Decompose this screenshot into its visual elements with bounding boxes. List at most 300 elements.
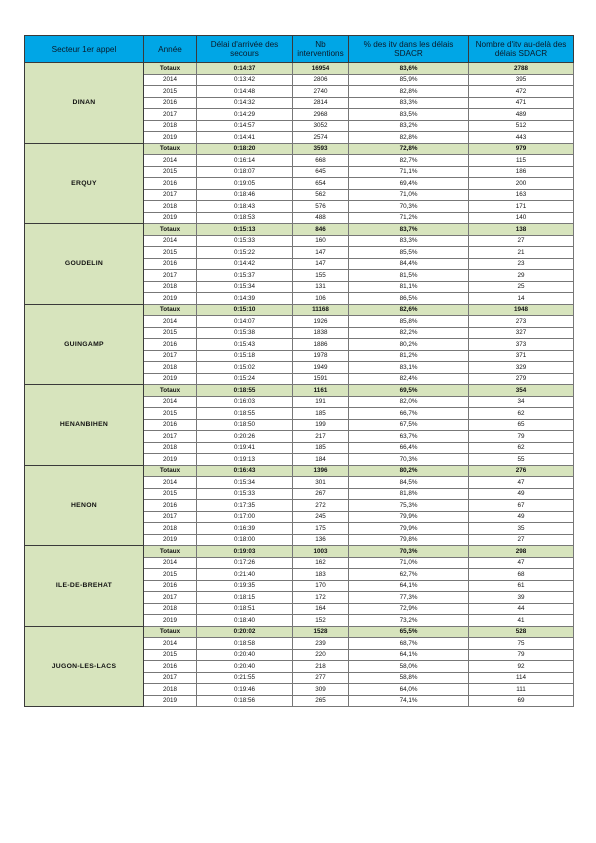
sector-name: GUINGAMP	[25, 304, 144, 385]
annee-cell: 2015	[144, 488, 197, 500]
delai-cell: 0:15:33	[197, 488, 293, 500]
annee-cell: Totaux	[144, 224, 197, 236]
nb-interventions-cell: 1926	[293, 316, 349, 328]
annee-cell: Totaux	[144, 626, 197, 638]
nb-interventions-cell: 645	[293, 166, 349, 178]
totals-row	[25, 626, 574, 638]
pct-cell: 70,3%	[349, 546, 469, 558]
sector-name: HENANBIHEN	[25, 385, 144, 466]
nb-interventions-cell: 131	[293, 281, 349, 293]
nb-interventions-cell: 846	[293, 224, 349, 236]
pct-cell: 81,1%	[349, 281, 469, 293]
pct-cell: 83,1%	[349, 362, 469, 374]
pct-cell: 83,3%	[349, 235, 469, 247]
nb-interventions-cell: 272	[293, 500, 349, 512]
au-dela-cell: 200	[469, 178, 574, 190]
delai-cell: 0:17:35	[197, 500, 293, 512]
au-dela-cell: 279	[469, 373, 574, 385]
pct-cell: 72,9%	[349, 603, 469, 615]
au-dela-cell: 61	[469, 580, 574, 592]
delai-cell: 0:17:26	[197, 557, 293, 569]
nb-interventions-cell: 155	[293, 270, 349, 282]
annee-cell: 2014	[144, 316, 197, 328]
annee-cell: Totaux	[144, 546, 197, 558]
annee-cell: 2014	[144, 74, 197, 86]
delai-cell: 0:18:55	[197, 408, 293, 420]
delai-cell: 0:15:38	[197, 327, 293, 339]
delai-cell: 0:16:43	[197, 465, 293, 477]
pct-cell: 74,1%	[349, 695, 469, 707]
sector-name: ILE-DE-BREHAT	[25, 546, 144, 627]
nb-interventions-cell: 2740	[293, 86, 349, 98]
pct-cell: 58,8%	[349, 672, 469, 684]
pct-cell: 82,0%	[349, 396, 469, 408]
nb-interventions-cell: 265	[293, 695, 349, 707]
nb-interventions-cell: 1838	[293, 327, 349, 339]
totals-row	[25, 465, 574, 477]
sector-name: JUGON-LES-LACS	[25, 626, 144, 707]
au-dela-cell: 471	[469, 97, 574, 109]
au-dela-cell: 27	[469, 235, 574, 247]
pct-cell: 71,1%	[349, 166, 469, 178]
au-dela-cell: 62	[469, 408, 574, 420]
pct-cell: 82,7%	[349, 155, 469, 167]
pct-cell: 85,9%	[349, 74, 469, 86]
nb-interventions-cell: 562	[293, 189, 349, 201]
au-dela-cell: 140	[469, 212, 574, 224]
au-dela-cell: 373	[469, 339, 574, 351]
nb-interventions-cell: 11168	[293, 304, 349, 316]
delai-cell: 0:15:24	[197, 373, 293, 385]
delai-cell: 0:15:43	[197, 339, 293, 351]
delai-cell: 0:18:58	[197, 638, 293, 650]
au-dela-cell: 395	[469, 74, 574, 86]
nb-interventions-cell: 162	[293, 557, 349, 569]
au-dela-cell: 34	[469, 396, 574, 408]
au-dela-cell: 273	[469, 316, 574, 328]
delai-cell: 0:18:07	[197, 166, 293, 178]
annee-cell: 2019	[144, 373, 197, 385]
annee-cell: 2014	[144, 235, 197, 247]
nb-interventions-cell: 185	[293, 408, 349, 420]
nb-interventions-cell: 183	[293, 569, 349, 581]
nb-interventions-cell: 1886	[293, 339, 349, 351]
au-dela-cell: 92	[469, 661, 574, 673]
delai-cell: 0:19:03	[197, 546, 293, 558]
totals-row	[25, 385, 574, 397]
au-dela-cell: 354	[469, 385, 574, 397]
au-dela-cell: 68	[469, 569, 574, 581]
delai-cell: 0:18:51	[197, 603, 293, 615]
delai-cell: 0:16:03	[197, 396, 293, 408]
pct-cell: 82,4%	[349, 373, 469, 385]
nb-interventions-cell: 160	[293, 235, 349, 247]
annee-cell: 2016	[144, 419, 197, 431]
annee-cell: 2014	[144, 477, 197, 489]
annee-cell: 2017	[144, 109, 197, 121]
delai-cell: 0:18:56	[197, 695, 293, 707]
annee-cell: 2014	[144, 638, 197, 650]
delai-cell: 0:21:40	[197, 569, 293, 581]
annee-cell: 2018	[144, 523, 197, 535]
au-dela-cell: 49	[469, 511, 574, 523]
nb-interventions-cell: 185	[293, 442, 349, 454]
annee-cell: 2018	[144, 442, 197, 454]
pct-cell: 71,0%	[349, 557, 469, 569]
pct-cell: 82,8%	[349, 86, 469, 98]
annee-cell: 2016	[144, 500, 197, 512]
nb-interventions-cell: 147	[293, 258, 349, 270]
pct-cell: 82,6%	[349, 304, 469, 316]
au-dela-cell: 512	[469, 120, 574, 132]
pct-cell: 81,5%	[349, 270, 469, 282]
pct-cell: 64,1%	[349, 649, 469, 661]
au-dela-cell: 21	[469, 247, 574, 259]
au-dela-cell: 1948	[469, 304, 574, 316]
au-dela-cell: 298	[469, 546, 574, 558]
header-row	[25, 36, 574, 63]
header-annee: Année	[144, 36, 197, 63]
delai-cell: 0:18:46	[197, 189, 293, 201]
pct-cell: 79,8%	[349, 534, 469, 546]
au-dela-cell: 329	[469, 362, 574, 374]
pct-cell: 72,8%	[349, 143, 469, 155]
nb-interventions-cell: 245	[293, 511, 349, 523]
pct-cell: 75,3%	[349, 500, 469, 512]
au-dela-cell: 489	[469, 109, 574, 121]
delai-cell: 0:15:34	[197, 281, 293, 293]
nb-interventions-cell: 309	[293, 684, 349, 696]
header-secteur: Secteur 1er appel	[25, 36, 144, 63]
delai-cell: 0:16:14	[197, 155, 293, 167]
pct-cell: 79,9%	[349, 511, 469, 523]
nb-interventions-cell: 2806	[293, 74, 349, 86]
delai-cell: 0:20:40	[197, 649, 293, 661]
delai-cell: 0:14:57	[197, 120, 293, 132]
pct-cell: 58,0%	[349, 661, 469, 673]
au-dela-cell: 75	[469, 638, 574, 650]
pct-cell: 83,6%	[349, 63, 469, 75]
nb-interventions-cell: 654	[293, 178, 349, 190]
annee-cell: 2019	[144, 695, 197, 707]
annee-cell: 2017	[144, 270, 197, 282]
au-dela-cell: 55	[469, 454, 574, 466]
pct-cell: 69,5%	[349, 385, 469, 397]
delai-cell: 0:15:18	[197, 350, 293, 362]
pct-cell: 85,8%	[349, 316, 469, 328]
pct-cell: 83,7%	[349, 224, 469, 236]
annee-cell: 2015	[144, 327, 197, 339]
au-dela-cell: 171	[469, 201, 574, 213]
header-nb-interventions: Nb interventions	[293, 36, 349, 63]
annee-cell: Totaux	[144, 63, 197, 75]
nb-interventions-cell: 576	[293, 201, 349, 213]
annee-cell: 2018	[144, 362, 197, 374]
au-dela-cell: 47	[469, 557, 574, 569]
pct-cell: 66,7%	[349, 408, 469, 420]
annee-cell: 2016	[144, 661, 197, 673]
pct-cell: 71,2%	[349, 212, 469, 224]
delai-cell: 0:13:42	[197, 74, 293, 86]
delai-cell: 0:14:42	[197, 258, 293, 270]
delai-cell: 0:16:39	[197, 523, 293, 535]
header-pct-dans-delais: % des itv dans les délais SDACR	[349, 36, 469, 63]
pct-cell: 84,4%	[349, 258, 469, 270]
delai-cell: 0:17:00	[197, 511, 293, 523]
pct-cell: 83,2%	[349, 120, 469, 132]
nb-interventions-cell: 2814	[293, 97, 349, 109]
nb-interventions-cell: 184	[293, 454, 349, 466]
delai-cell: 0:15:37	[197, 270, 293, 282]
delai-cell: 0:14:07	[197, 316, 293, 328]
pct-cell: 77,3%	[349, 592, 469, 604]
au-dela-cell: 29	[469, 270, 574, 282]
delai-cell: 0:14:37	[197, 63, 293, 75]
au-dela-cell: 14	[469, 293, 574, 305]
sector-name: HENON	[25, 465, 144, 546]
header-delai: Délai d'arrivée des secours	[197, 36, 293, 63]
nb-interventions-cell: 191	[293, 396, 349, 408]
nb-interventions-cell: 1591	[293, 373, 349, 385]
pct-cell: 79,9%	[349, 523, 469, 535]
au-dela-cell: 79	[469, 431, 574, 443]
totals-row	[25, 304, 574, 316]
delai-cell: 0:15:10	[197, 304, 293, 316]
nb-interventions-cell: 218	[293, 661, 349, 673]
nb-interventions-cell: 3593	[293, 143, 349, 155]
pct-cell: 83,3%	[349, 97, 469, 109]
au-dela-cell: 35	[469, 523, 574, 535]
delai-cell: 0:14:32	[197, 97, 293, 109]
nb-interventions-cell: 172	[293, 592, 349, 604]
annee-cell: Totaux	[144, 465, 197, 477]
pct-cell: 70,3%	[349, 454, 469, 466]
au-dela-cell: 47	[469, 477, 574, 489]
annee-cell: 2017	[144, 672, 197, 684]
annee-cell: Totaux	[144, 385, 197, 397]
totals-row	[25, 143, 574, 155]
delai-cell: 0:15:34	[197, 477, 293, 489]
pct-cell: 66,4%	[349, 442, 469, 454]
au-dela-cell: 23	[469, 258, 574, 270]
pct-cell: 70,3%	[349, 201, 469, 213]
au-dela-cell: 44	[469, 603, 574, 615]
au-dela-cell: 276	[469, 465, 574, 477]
pct-cell: 63,7%	[349, 431, 469, 443]
delai-cell: 0:19:13	[197, 454, 293, 466]
annee-cell: 2015	[144, 408, 197, 420]
pct-cell: 85,5%	[349, 247, 469, 259]
annee-cell: Totaux	[144, 143, 197, 155]
annee-cell: 2019	[144, 534, 197, 546]
annee-cell: 2019	[144, 615, 197, 627]
delai-cell: 0:18:43	[197, 201, 293, 213]
delai-cell: 0:20:26	[197, 431, 293, 443]
delai-cell: 0:15:33	[197, 235, 293, 247]
nb-interventions-cell: 267	[293, 488, 349, 500]
delai-cell: 0:15:02	[197, 362, 293, 374]
au-dela-cell: 69	[469, 695, 574, 707]
nb-interventions-cell: 668	[293, 155, 349, 167]
annee-cell: 2019	[144, 212, 197, 224]
pct-cell: 80,2%	[349, 465, 469, 477]
pct-cell: 62,7%	[349, 569, 469, 581]
au-dela-cell: 186	[469, 166, 574, 178]
annee-cell: 2017	[144, 511, 197, 523]
totals-row	[25, 63, 574, 75]
annee-cell: 2019	[144, 454, 197, 466]
au-dela-cell: 443	[469, 132, 574, 144]
nb-interventions-cell: 175	[293, 523, 349, 535]
pct-cell: 65,5%	[349, 626, 469, 638]
annee-cell: 2019	[144, 293, 197, 305]
nb-interventions-cell: 488	[293, 212, 349, 224]
au-dela-cell: 27	[469, 534, 574, 546]
annee-cell: 2018	[144, 120, 197, 132]
au-dela-cell: 138	[469, 224, 574, 236]
nb-interventions-cell: 147	[293, 247, 349, 259]
nb-interventions-cell: 16954	[293, 63, 349, 75]
sector-name: DINAN	[25, 63, 144, 144]
pct-cell: 86,5%	[349, 293, 469, 305]
annee-cell: 2017	[144, 350, 197, 362]
au-dela-cell: 979	[469, 143, 574, 155]
nb-interventions-cell: 239	[293, 638, 349, 650]
pct-cell: 67,5%	[349, 419, 469, 431]
au-dela-cell: 49	[469, 488, 574, 500]
pct-cell: 71,0%	[349, 189, 469, 201]
totals-row	[25, 224, 574, 236]
totals-row	[25, 546, 574, 558]
delai-cell: 0:14:29	[197, 109, 293, 121]
au-dela-cell: 163	[469, 189, 574, 201]
au-dela-cell: 472	[469, 86, 574, 98]
au-dela-cell: 79	[469, 649, 574, 661]
pct-cell: 83,5%	[349, 109, 469, 121]
pct-cell: 64,1%	[349, 580, 469, 592]
au-dela-cell: 528	[469, 626, 574, 638]
annee-cell: 2014	[144, 396, 197, 408]
delai-cell: 0:15:13	[197, 224, 293, 236]
delai-cell: 0:19:41	[197, 442, 293, 454]
header-nb-au-dela: Nombre d'itv au-delà des délais SDACR	[469, 36, 574, 63]
pct-cell: 64,0%	[349, 684, 469, 696]
delai-cell: 0:19:46	[197, 684, 293, 696]
nb-interventions-cell: 136	[293, 534, 349, 546]
nb-interventions-cell: 3052	[293, 120, 349, 132]
annee-cell: 2016	[144, 97, 197, 109]
delai-cell: 0:18:20	[197, 143, 293, 155]
nb-interventions-cell: 199	[293, 419, 349, 431]
annee-cell: 2018	[144, 201, 197, 213]
pct-cell: 68,7%	[349, 638, 469, 650]
delai-cell: 0:18:15	[197, 592, 293, 604]
annee-cell: 2014	[144, 557, 197, 569]
annee-cell: 2015	[144, 86, 197, 98]
au-dela-cell: 65	[469, 419, 574, 431]
delai-cell: 0:14:48	[197, 86, 293, 98]
au-dela-cell: 41	[469, 615, 574, 627]
delai-cell: 0:18:40	[197, 615, 293, 627]
au-dela-cell: 114	[469, 672, 574, 684]
nb-interventions-cell: 220	[293, 649, 349, 661]
nb-interventions-cell: 164	[293, 603, 349, 615]
annee-cell: 2016	[144, 339, 197, 351]
annee-cell: 2015	[144, 247, 197, 259]
delai-cell: 0:20:40	[197, 661, 293, 673]
delai-cell: 0:14:39	[197, 293, 293, 305]
annee-cell: 2017	[144, 592, 197, 604]
delai-cell: 0:18:50	[197, 419, 293, 431]
annee-cell: 2018	[144, 684, 197, 696]
annee-cell: 2017	[144, 189, 197, 201]
pct-cell: 81,2%	[349, 350, 469, 362]
annee-cell: 2016	[144, 580, 197, 592]
nb-interventions-cell: 277	[293, 672, 349, 684]
delai-cell: 0:21:55	[197, 672, 293, 684]
delai-cell: 0:15:22	[197, 247, 293, 259]
nb-interventions-cell: 2574	[293, 132, 349, 144]
au-dela-cell: 115	[469, 155, 574, 167]
delai-cell: 0:19:35	[197, 580, 293, 592]
pct-cell: 84,5%	[349, 477, 469, 489]
au-dela-cell: 62	[469, 442, 574, 454]
nb-interventions-cell: 1161	[293, 385, 349, 397]
intervention-table	[24, 35, 574, 707]
annee-cell: 2016	[144, 178, 197, 190]
pct-cell: 69,4%	[349, 178, 469, 190]
nb-interventions-cell: 170	[293, 580, 349, 592]
annee-cell: 2015	[144, 166, 197, 178]
delai-cell: 0:19:05	[197, 178, 293, 190]
annee-cell: 2014	[144, 155, 197, 167]
annee-cell: 2017	[144, 431, 197, 443]
annee-cell: Totaux	[144, 304, 197, 316]
nb-interventions-cell: 1949	[293, 362, 349, 374]
au-dela-cell: 327	[469, 327, 574, 339]
delai-cell: 0:18:00	[197, 534, 293, 546]
annee-cell: 2018	[144, 603, 197, 615]
pct-cell: 73,2%	[349, 615, 469, 627]
annee-cell: 2015	[144, 649, 197, 661]
nb-interventions-cell: 217	[293, 431, 349, 443]
au-dela-cell: 67	[469, 500, 574, 512]
au-dela-cell: 25	[469, 281, 574, 293]
delai-cell: 0:18:53	[197, 212, 293, 224]
nb-interventions-cell: 2968	[293, 109, 349, 121]
pct-cell: 80,2%	[349, 339, 469, 351]
sector-name: GOUDELIN	[25, 224, 144, 305]
nb-interventions-cell: 106	[293, 293, 349, 305]
annee-cell: 2016	[144, 258, 197, 270]
delai-cell: 0:14:41	[197, 132, 293, 144]
delai-cell: 0:18:55	[197, 385, 293, 397]
nb-interventions-cell: 152	[293, 615, 349, 627]
pct-cell: 82,2%	[349, 327, 469, 339]
annee-cell: 2018	[144, 281, 197, 293]
nb-interventions-cell: 301	[293, 477, 349, 489]
nb-interventions-cell: 1528	[293, 626, 349, 638]
pct-cell: 81,8%	[349, 488, 469, 500]
au-dela-cell: 2788	[469, 63, 574, 75]
nb-interventions-cell: 1396	[293, 465, 349, 477]
sector-name: ERQUY	[25, 143, 144, 224]
annee-cell: 2015	[144, 569, 197, 581]
au-dela-cell: 111	[469, 684, 574, 696]
nb-interventions-cell: 1978	[293, 350, 349, 362]
annee-cell: 2019	[144, 132, 197, 144]
au-dela-cell: 39	[469, 592, 574, 604]
